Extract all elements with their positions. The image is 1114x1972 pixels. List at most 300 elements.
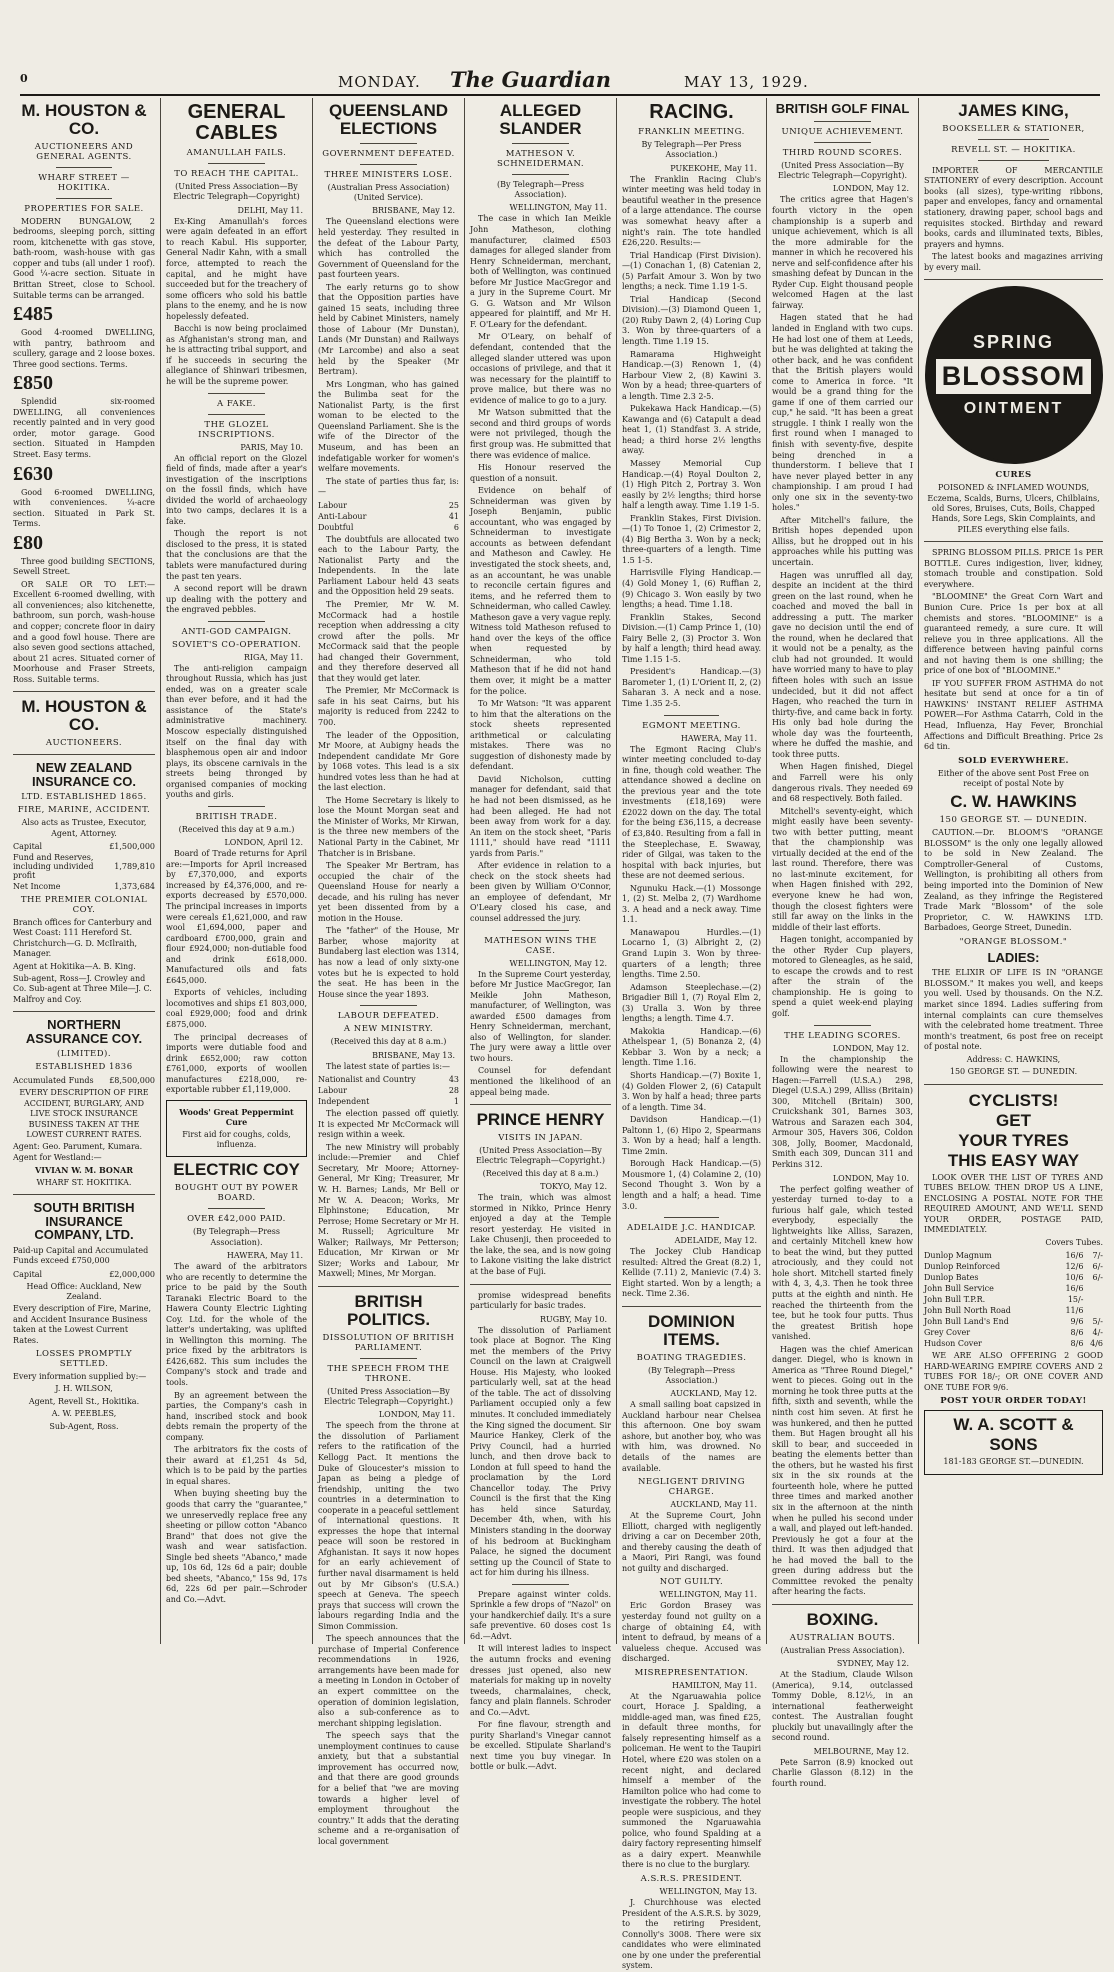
race-result: Adamson Steeplechase.—(2) Brigadier Bill 1, (7) Royal Elm 2, (3) Uralla 3. Won by three lengths; a length. Time 4.7. bbox=[622, 982, 761, 1024]
article-paragraph: The principal decreases of imports were dutiable food and drink £652,000; raw cotton £761,000, exports of woollen manufactures £218,000, re-exportable rubber £1,119,000. bbox=[166, 1032, 307, 1095]
credit-line: (United Press Association—By Electric Telegraph—Copyright.) bbox=[475, 1145, 606, 1166]
ad-houston-address: WHARF STREET — HOKITIKA. bbox=[38, 172, 130, 193]
ad-northern-desc: EVERY DESCRIPTION OF FIRE ACCIDENT, BURGLARY, AND LIVE STOCK INSURANCE BUSINESS TAKEN AT THE LOWEST CURRENT RATES. bbox=[19, 1088, 149, 1139]
credit-line: By Telegraph—Per Press Association.) bbox=[641, 140, 742, 160]
ad-sbi-desc: Every description of Fire, Marine, and Accident Insurance Business taken at the Lowest Current Rates. bbox=[13, 1304, 152, 1345]
ad-orange-blossom: "ORANGE BLOSSOM." bbox=[959, 936, 1068, 947]
article-paragraph: A small sailing boat capsized in Auckland harbour near Chelsea this afternoon. One boy swam ashore, but another boy, who was with him, was drowned. No details of the names are available. bbox=[622, 1400, 761, 1473]
tyre-tube-price bbox=[1083, 1283, 1103, 1294]
figure-value: £1,500,000 bbox=[109, 842, 155, 852]
divider bbox=[924, 541, 1103, 542]
race-result: Shorts Handicap.—(7) Boxite 1, (4) Golden Flower 2, (6) Catapult 3. Won by half a head; three parts of a length. Time 34. bbox=[622, 1070, 761, 1112]
credit-line: (Received this day at 9 a.m.) bbox=[178, 824, 295, 834]
article-paragraph: Hagen was unruffled all day, despite an incident at the third green on the last round, when he coached and moved the ball in addressing a putt. The marker gave no decision until the end of the round, when he declared that it would not be a penalty, as the club had not grounded. It would have worried many to have to play fifteen holes with such an issue undecided, but it did not affect Hagen, who reached the turn in thirty-five, and came back in forty. His only bad hole during the whole day was the fourteenth, where he duffed the mashie, and took three putts. bbox=[772, 570, 913, 759]
tyre-row bbox=[924, 1294, 1103, 1305]
subhead: MATHESON V. SCHNEIDERMAN. bbox=[496, 148, 585, 169]
subhead: THIRD ROUND SCORES. bbox=[782, 147, 903, 158]
tyre-tube-price: 6/- bbox=[1092, 1262, 1103, 1272]
divider bbox=[208, 163, 264, 164]
subhead: A FAKE. bbox=[217, 398, 256, 409]
article-paragraph: The election passed off quietly. It is expected Mr McCormack will resign within a week. bbox=[318, 1109, 459, 1140]
divider bbox=[512, 930, 568, 931]
ad-sbi-paid: Paid-up Capital and Accumulated Funds exceed £750,000 bbox=[13, 1245, 149, 1266]
article-paragraph: Evidence on behalf of Schneiderman was given by Joseph Benjamin, public accountant, who was engaged by Schneiderman to investigate accounts as between defendant and Matheson and Cawley. He investigated the stock sheets, and, as an accountant, he was unable to reconcile certain figures and items, and he referred them to Schneiderman, who called Cawley. Matheson gave a very vague reply. Witness told Matheson refused to hand over the keys of the office when requested by Schneiderman, who told Matheson that if he did not hand them over, it might be a matter for the police. bbox=[470, 486, 611, 696]
ad-cyclists-tyres: YOUR TYRES bbox=[958, 1130, 1069, 1150]
party-seats: 1 bbox=[453, 1097, 459, 1107]
dateline: ADELAIDE, May 12. bbox=[674, 1236, 757, 1246]
race-result: The Jockey Club Handicap resulted: Altred the Great (8.2) 1, Kellide (7.11) 2, Manievic (7.4) 3. Eight started. Won by a length; a neck. Time 2.36. bbox=[622, 1247, 761, 1299]
credit-line: (Australian Press Association). bbox=[780, 1645, 905, 1655]
figure-value: 1,373,684 bbox=[114, 882, 155, 892]
credit-line: (Received this day at 8 a.m.) bbox=[482, 1168, 599, 1178]
figure-label: Net Income bbox=[13, 882, 61, 892]
divider bbox=[924, 1084, 1103, 1085]
dateline: WELLINGTON, May 12. bbox=[509, 958, 607, 968]
divider bbox=[13, 754, 155, 755]
ad-james-king-text: IMPORTER OF MERCANTILE STATIONERY of every description. Account books (all sizes), type-writing ribbons, paper and envelopes, fancy and ornamental stationery, drawing paper, school bags and requisites stocked. Birthday and reward books, cards and illuminated texts, Bibles, prayers and hymns. bbox=[924, 165, 1103, 249]
article-paragraph: The leader of the Opposition, Mr Moore, at Aubigny heads the Independent candidate Mr Gore by 1068 votes. This lead is a six hundred votes less than he had at the last election. bbox=[318, 730, 459, 793]
article-paragraph: The speech announces that the purchase of Imperial Conference recommendations in 1926, arrangements have been made for a meeting in London in October of an expert committee on the operation of dominion legislation, also a sub-conference as to merchant shipping legislation. bbox=[318, 1634, 459, 1728]
subhead: EGMONT MEETING. bbox=[642, 720, 741, 731]
dateline: LONDON, April 12. bbox=[224, 838, 303, 848]
divider bbox=[360, 164, 416, 165]
divider bbox=[208, 806, 264, 807]
party-seats: 25 bbox=[448, 500, 459, 510]
ad-cyclists-get: GET bbox=[996, 1110, 1031, 1130]
article-paragraph: A second report will be drawn up dealing with the pottery and the engraved pebbles. bbox=[166, 584, 307, 615]
divider bbox=[512, 1584, 568, 1585]
ad-peppermint bbox=[166, 1100, 307, 1158]
tyre-row bbox=[924, 1283, 1103, 1294]
tyre-row bbox=[924, 1305, 1103, 1316]
article-paragraph: The Home Secretary is likely to lose the Mount Morgan seat and the Minister of Works, Mr Kirwan, is the three new members of the National Party in the Cabinet, Mr Thatcher is in Brisbane. bbox=[318, 795, 459, 858]
headline: BRITISH POLITICS. bbox=[346, 1291, 431, 1329]
party-state-table-2 bbox=[318, 1074, 459, 1107]
ad-peppermint-title: Woods' Great Peppermint Cure bbox=[179, 1106, 294, 1128]
tyre-name: Dunlop Magnum bbox=[924, 1251, 992, 1261]
dateline: AUCKLAND, May 12. bbox=[670, 1389, 757, 1399]
dateline: RUGBY, May 10. bbox=[540, 1314, 607, 1324]
divider bbox=[56, 198, 113, 199]
article-paragraph: The Franklin Racing Club's winter meeting was held today in beautiful weather in the presence of a large attendance. The course was somewhat heavy after a night's rain. The tote handled £26,220. Results:— bbox=[622, 174, 761, 248]
article-paragraph: Hagen stated that he had landed in England with two cups. He had lost one of them at Leeds, but he was delighted at taking the other back, and he was confident that the British players would come to America in force. "It would be a grand thing for the game if one of them carried our cup," he said. "It has been a great struggle. I think I really won the first round when I managed to finish with seventy-five, despite being drenched in a thunderstorm. I believe that I have never played better in any championship. I am proud I had only one six in the seventy-two holes." bbox=[772, 313, 913, 513]
ad-caution: CAUTION.—Dr. BLOOM'S "ORANGE BLOSSOM" is the only one legally allowed to be sold in New Zealand. The Comptroller-General of Customs, Wellington, is prohibiting all others from being imported into the Dominion of New Zealand, as they infringe the Registered Trade Mark "Blossom" of the sole Proprietor, C. W. HAWKINS LTD. Barbadoes, George Street, Dunedin. bbox=[924, 828, 1103, 933]
ad-sbi-info: Every information supplied by:— bbox=[13, 1372, 147, 1381]
subhead: ANTI-GOD CAMPAIGN. bbox=[181, 626, 292, 637]
race-result: Massey Memorial Cup Handicap.—(4) Royal Doulton 2, (1) High Pitch 2, Portray 3. Won easily by 2½ lengths; third horse half a length away. Time 1.19 1-5. bbox=[622, 459, 761, 511]
divider bbox=[208, 393, 264, 394]
ad-peppermint-text: First aid for coughs, colds, influenza. bbox=[182, 1129, 291, 1149]
article-paragraph: The latest state of parties is:— bbox=[326, 1061, 451, 1071]
figure-value: £2,000,000 bbox=[109, 1269, 155, 1279]
divider bbox=[56, 167, 113, 168]
subhead: THREE MINISTERS LOSE. bbox=[324, 169, 453, 180]
divider bbox=[512, 143, 568, 144]
logo-text: OINTMENT bbox=[963, 400, 1064, 418]
article-paragraph: promise widespread benefits particularly for basic trades. bbox=[470, 1290, 611, 1311]
tyre-tube-price: 6/- bbox=[1092, 1273, 1103, 1283]
ad-nzi-agent: Agent at Hokitika—A. B. King. bbox=[13, 961, 136, 971]
figure-label: Accumulated Funds bbox=[13, 1076, 94, 1086]
race-result: Manawapou Hurdles.—(1) Locarno 1, (3) Albright 2, (2) Grand Lupin 3. Won by three-quarters of a length; three lengths. Time 2.50. bbox=[622, 927, 761, 980]
ad-northern-est: ESTABLISHED 1836 bbox=[35, 1062, 133, 1073]
headline: DOMINION ITEMS. bbox=[648, 1311, 735, 1349]
ad-tyre-offer: WE ARE ALSO OFFERING 2 GOOD HARD-WEARING EMPIRE COVERS AND 2 TUBES FOR 18/-; OR ONE COVER AND ONE TUBE FOR 9/6. bbox=[924, 1351, 1103, 1392]
article-paragraph: David Nicholson, cutting manager for defendant, said that he had not been dismissed, as he had been alleged. He had not been away from work for a day. An item on the stock sheet, "Paris 1111," should have read "1111 yards from Paris." bbox=[470, 774, 611, 858]
article-paragraph: The new Ministry will probably include:—Premier and Chief Secretary, Mr Moore; Attorney-General, Mr King; Treasurer, Mr W. H. Barnes; Lands, Mr Bell or Mr W. A. Deacon; Works, Mr Elphinstone; Education, Mr Perrose; Home Secretary or Mr H. M. Russell; Agriculture Mr Walker; Railways, Mr Petterson; Education, Mr Kirwan or Mr Sizer; Works and Labour, Mr Maxwell; Mines, Mr Morgan. bbox=[318, 1142, 459, 1279]
ad-nzi-title: NEW ZEALAND INSURANCE CO. bbox=[31, 759, 136, 789]
article-paragraph: The award of the arbitrators who are recently to determine the price to be paid by the South Taranaki Electric Board to the Hawera County Electric Lighting Coy. Ltd. for the whole of the latter's undertaking, was uplifted in Wellington this morning. The price fixed by the arbitrators is £426,682. This sum includes the Company's stock and trade and tools. bbox=[166, 1262, 307, 1388]
article-paragraph: Though the report is not disclosed to the press, it is stated that the conclusions are that the tablets were manufactured during the past ten years. bbox=[166, 529, 307, 581]
ad-nzi-colonial: THE PREMIER COLONIAL COY. bbox=[20, 895, 148, 916]
masthead-date: MAY 13, 1929. bbox=[684, 73, 809, 91]
credit-line: (United Press Association—By Electric Telegraph—Copyright) bbox=[173, 182, 300, 202]
article-paragraph: The speech says that the unemployment continues to cause anxiety, but that a substantial improvement has occurred now, and that there are good grounds for a belief that "we are moving towards a higher level of employment throughout the country." It adds that the derating scheme and a re-organisation of local government bbox=[318, 1731, 459, 1846]
ad-sbi-title: SOUTH BRITISH INSURANCE COMPANY, LTD. bbox=[33, 1199, 135, 1243]
ad-address: Address: C. HAWKINS, bbox=[966, 1054, 1061, 1064]
ad-pills: SPRING BLOSSOM PILLS. PRICE 1s PER BOTTLE. Cures indigestion, liver, kidney, stomach trouble and constipation. Sold everywhere. bbox=[924, 548, 1103, 589]
credit-line: (Australian Press Association) (United Service). bbox=[327, 182, 450, 203]
race-result: Makokia Handicap.—(6) Athelspear 1, (5) Bonanza 2, (4) Kebbar 3. Won by a neck; a length. Time 1.16. bbox=[622, 1026, 761, 1068]
article-paragraph: Bacchi is now being proclaimed as Afghanistan's strong man, and he is attracting tribal support, and if he succeeds in securing the allegiance of Shinwari tribesmen, he will be the supreme power. bbox=[166, 324, 307, 386]
divider bbox=[360, 1358, 416, 1359]
divider bbox=[814, 1025, 870, 1026]
divider bbox=[772, 1604, 913, 1605]
dateline: MELBOURNE, May 12. bbox=[813, 1746, 909, 1756]
party-label: Labour bbox=[318, 1086, 347, 1096]
column-alleged-slander bbox=[464, 98, 616, 1772]
ad-houston2-title: M. HOUSTON & CO. bbox=[21, 697, 147, 735]
article-paragraph: The critics agree that Hagen's fourth victory in the open championship is a superb and unique achievement, which is all the more admirable for the manner in which he recovered his nerve and self-confidence after his smashing defeat by Duncan in the Ryder Cup. Eight thousand people welcomed Hagen at the last fairway. bbox=[772, 195, 913, 310]
party-label: Anti-Labour bbox=[318, 511, 367, 521]
spring-blossom-ointment-logo bbox=[925, 286, 1103, 464]
divider bbox=[512, 174, 568, 175]
race-result: Ngunuku Hack.—(1) Mossonge 1, (2) St. Melba 2, (7) Wardhome 3. A head and a neck away. Time 1.1. bbox=[622, 883, 761, 925]
ad-james-king-text: The latest books and magazines arriving by every mail. bbox=[924, 252, 1103, 272]
article-paragraph: To Mr Watson: "It was apparent to him that the alterations on the stock sheets represented arithmetical or calculating mistakes. There was no suggestion of dishonesty made by defendant. bbox=[470, 699, 611, 772]
ad-cyclists-way: THIS EASY WAY bbox=[947, 1150, 1080, 1170]
subhead: GOVERNMENT DEFEATED. bbox=[322, 148, 455, 159]
article-paragraph: The perfect golfing weather of yesterday turned to-day to a furious half gale, which tested everybody, especially the lightweights like Alliss, Sarazen, and certainly Mitchell knew how to beat the wind, but they putted atrociously, and they could not hole short. Mitchell started finely with 4, 3, 4,3. Then he took three putts at the eighth and ninth. He reached the thirteenth from the tee, but he took four putts. Thus the greatest British hope vanished. bbox=[772, 1184, 913, 1342]
tyre-tube-price bbox=[1083, 1294, 1103, 1305]
ad-cures: CURES bbox=[995, 470, 1032, 481]
article-paragraph: The Egmont Racing Club's winter meeting concluded to-day in fine, though cold weather. The attendance showed a decline on the previous year and the tote investments (£18,169) were £2022 down on the day. The total for the being £36,115, a decrease of £3,840. Resulting from a fall in the Steeplechase, E. Swaway, rider of Gilgai, was taken to the hospital with back injuries, but these are not deemed serious. bbox=[622, 744, 761, 881]
article-paragraph: The speech from the throne at the dissolution of Parliament refers to the ratification of the Kellogg Pact. It mentions the Duke of Gloucester's mission to Japan as being a pledge of friendship, uniting the two countries in a determination to cooperate in a peaceful settlement of international questions. It expresses the hope that internal peace will soon be restored in Afghanistan. It says it now hopes for an early achievement of further naval disarmament is held out by Mr Gibson's (U.S.A.) speech at Geneva. The speech prays that success will crown the labours regarding India and the Simon Commission. bbox=[318, 1421, 459, 1631]
credit-line: (United Press Association—By Electric Telegraph—Copyright.) bbox=[323, 1386, 454, 1406]
credit-line: (By Telegraph—Press Association). bbox=[497, 179, 584, 200]
ad-james-king-address: REVELL ST. — HOKITIKA. bbox=[951, 144, 1076, 155]
party-label: Independent bbox=[318, 1097, 370, 1107]
ad-northern-bonar-addr: WHARF ST. HOKITIKA. bbox=[36, 1177, 132, 1187]
ad-cyclists: CYCLISTS! bbox=[968, 1090, 1059, 1110]
logo-text: SPRING bbox=[972, 332, 1054, 353]
ad-nzi-sub: LTD. ESTABLISHED 1865. bbox=[21, 792, 147, 803]
advertisement-paragraph: For fine flavour, strength and purity Sharland's Vinegar cannot be excelled. Stipulate Sharland's next time you buy vinegar. In bottle or bulk.—Advt. bbox=[470, 1720, 611, 1772]
ad-property-3: Splendid six-roomed DWELLING, all conveniences recently painted and in very good order, motor garage. Good section. Situated in Hampden Street. Easy terms. bbox=[13, 397, 155, 459]
race-result: Pukekawa Hack Handicap.—(5) Kawanga and (6) Catapult a dead heat 1, (1) Standfast 3. A stride, head; a third horse 2½ lengths away. bbox=[622, 404, 761, 456]
article-paragraph: J. Churchhouse was elected President of the A.S.R.S. by 3029, to the retiring President, Connolly's 3008. There were six candidates who were eliminated one by one under the preferential system. bbox=[622, 1897, 761, 1971]
tyre-price-table bbox=[924, 1250, 1103, 1349]
headline: BRITISH GOLF FINAL bbox=[775, 101, 910, 116]
price-label: £80 bbox=[13, 531, 43, 554]
party-label: Labour bbox=[318, 500, 347, 510]
article-paragraph: At the Supreme Court, John Elliott, charged with negligently driving a car on December 20th, and thereby causing the death of a Maori, Piri Rangi, was found not guilty and discharged. bbox=[622, 1511, 761, 1573]
logo-text: BLOSSOM bbox=[936, 359, 1092, 394]
credit-line: (By Telegraph—Press Association). bbox=[193, 1227, 280, 1247]
tyre-name: Dunlop Reinforced bbox=[924, 1262, 1001, 1272]
ad-sbi-office: Head Office: Auckland, New Zealand. bbox=[26, 1281, 142, 1302]
ad-northern-bonar: VIVIAN W. M. BONAR bbox=[35, 1165, 133, 1176]
subhead: BOATING TRAGEDIES. bbox=[636, 1352, 747, 1363]
northern-figures bbox=[13, 1075, 155, 1086]
tyre-cover-price: 16/6 bbox=[1065, 1251, 1084, 1261]
credit-line: (By Telegraph—Press Association.) bbox=[648, 1365, 735, 1385]
tyre-row bbox=[924, 1316, 1103, 1327]
dateline: BRISBANE, May 13. bbox=[372, 1050, 455, 1060]
article-paragraph: The doubtfuls are allocated two each to the Labour Party, the Nationalist Party and the Independents. In the late Parliament Labour held 43 seats and the Opposition held 29 seats. bbox=[318, 534, 459, 597]
tyre-cover-price: 10/6 bbox=[1065, 1273, 1084, 1283]
subhead: FRANKLIN MEETING. bbox=[638, 127, 745, 137]
ad-sbi-peebles: A. W. PEEBLES, bbox=[51, 1409, 117, 1419]
subhead: MATHESON WINS THE CASE. bbox=[484, 935, 597, 956]
subhead: LABOUR DEFEATED. bbox=[337, 1011, 440, 1022]
article-paragraph: The state of parties thus far, is:— bbox=[318, 476, 459, 497]
ad-property-1: MODERN BUNGALOW, 2 bedrooms, sleeping porch, sitting room, kitchenette with gas stove, bath-room, wash-house with gas copper and tubs (all under 1 roof). Good ¼-acre section. Situate in Brittan Street, close to School. Suitable terms can be arranged. bbox=[13, 216, 155, 300]
article-paragraph: The anti-religion campaign throughout Russia, which has just ended, was on a greater scale than ever before, and it had the assistance of the State's administrative machinery. Moscow especially distinguished itself on the final day with blasphemous open air and indoor plays, its obscene carnivals in the streets being thronged by organised companies of mocking youths and girls. bbox=[166, 663, 307, 800]
article-paragraph: The Premier, Mr W. M. McCormack had a hostile reception when addressing a city crowd after the polls. Mr McCormack said that the people had changed their Government, and they therefore deserved all that they would get later. bbox=[318, 599, 459, 683]
tyre-cover-price: 11/6 bbox=[1065, 1306, 1084, 1316]
article-paragraph: The Speaker Mr Bertram, has occupied the chair of the Queensland House for nearly a decade, and his ruling has never yet been dissented from by a motion in the House. bbox=[318, 861, 459, 923]
column-racing bbox=[616, 98, 766, 1971]
dateline: WELLINGTON, May 11. bbox=[659, 1590, 757, 1600]
divider bbox=[13, 1194, 155, 1195]
ad-nzi-line2: Also acts as Trustee, Executor, Agent, Attorney. bbox=[21, 818, 147, 838]
dateline: HAWERA, May 11. bbox=[226, 1251, 303, 1260]
dateline: DELHI, May 11. bbox=[237, 205, 303, 215]
subhead: BRITISH TRADE. bbox=[195, 811, 278, 822]
subhead: A.S.R.S. PRESIDENT. bbox=[640, 1873, 743, 1884]
party-label: Doubtful bbox=[318, 522, 354, 532]
party-state-table bbox=[318, 500, 459, 533]
ad-cures-text: POISONED & INFLAMED WOUNDS, Eczema, Scalds, Burns, Ulcers, Chilblains, old Sores, Bruises, Cuts, Boils, Chapped Hands, Sore Legs, Skin Complaints, and PILES everything else fails. bbox=[927, 483, 1100, 534]
divider bbox=[13, 691, 155, 692]
figure-label: Capital bbox=[13, 1269, 43, 1279]
tyre-row bbox=[924, 1261, 1103, 1272]
article-paragraph: At the Stadium, Claude Wilson (America), 9.14, outclassed Tommy Doble, 8.12½, in an international featherweight contest. The Australian fought pluckily but unavailingly after the second round. bbox=[772, 1670, 913, 1743]
subhead: SOVIET'S CO-OPERATION. bbox=[171, 639, 302, 650]
race-result: President's Handicap.—(3) Barometer 1, (1) L'Orient II, 2, (2) Saharan 3. A neck and a nose. Time 1.35 2-5. bbox=[622, 667, 761, 709]
subhead: NEGLIGENT DRIVING CHARGE. bbox=[637, 1477, 746, 1498]
divider bbox=[208, 414, 264, 415]
ad-houston-title: M. HOUSTON & CO. bbox=[21, 101, 147, 138]
tyre-cover-price: 9/6 bbox=[1070, 1317, 1084, 1327]
ad-northern-agent: Agent: Geo. Parument, Kumara. Agent for Westland:— bbox=[13, 1142, 143, 1162]
headline: RACING. bbox=[649, 101, 734, 123]
tyre-name: John Bull Service bbox=[924, 1284, 994, 1294]
party-seats: 6 bbox=[453, 522, 459, 532]
article-paragraph: Ex-King Amanullah's forces were again defeated in an effort to reach Kabul. His supporter, General Nadir Kahn, with a small force, attempted to reach the capital, and he might have succeeded but for the treachery of some officers who sold his battle plans to the enemy, and he is now hopelessly defeated. bbox=[166, 216, 307, 321]
article-paragraph: After Mitchell's failure, the British hopes depended upon Alliss, but he dropped out in his approaches while his putting was uncertain. bbox=[772, 515, 913, 568]
figure-label: Capital bbox=[13, 842, 43, 852]
advertisement-paragraph: It will interest ladies to inspect the autumn frocks and evening dresses just opened, also new materials for making up in novelty tweeds, charmalaines, check, fancy and plain flannels. Schroder and Co.—Advt. bbox=[470, 1644, 611, 1717]
divider bbox=[978, 160, 1050, 161]
ad-property-4: Good 6-roomed DWELLING, with conveniences. ¼-acre section. Situated in Park St. Terms. bbox=[13, 487, 155, 529]
ad-scott-address: 181-183 GEORGE ST.—DUNEDIN. bbox=[943, 1457, 1084, 1467]
tyre-cover-price: 8/6 bbox=[1070, 1328, 1084, 1338]
ad-sold: SOLD EVERYWHERE. bbox=[958, 755, 1069, 766]
race-result: Borough Hack Handicap.—(5) Mousmore 1, (4) Colamine 2, (10) Second Thought 3. Won by a length and a half; a head. Time 3.0. bbox=[622, 1159, 761, 1211]
article-paragraph: The arbitrators fix the costs of their award at £1,251 4s 5d, which is to be paid by the parties in equal shares. bbox=[166, 1445, 307, 1486]
tyre-row bbox=[924, 1338, 1103, 1349]
figure-value: £8,500,000 bbox=[109, 1076, 155, 1086]
tyre-cover-price: 16/6 bbox=[1065, 1284, 1084, 1294]
ad-hawkins: C. W. HAWKINS bbox=[950, 792, 1077, 812]
race-result: Trial Handicap (Second Division).—(3) Diamond Queen 1, (20) Ruby Dawn 2, (4) Loring Cup 3. Won by three-quarters of a length. Time 1.19 15. bbox=[622, 294, 761, 346]
advertisement-paragraph: Prepare against winter colds. Sprinkle a few drops of "Nazol" on your handkerchief daily. It's a sure safe preventive. 60 doses cost 1s 6d.—Advt. bbox=[470, 1589, 611, 1641]
column-british-golf bbox=[766, 98, 918, 1789]
article-paragraph: When Hagen finished, Diegel and Farrell were his only dangerous rivals. They needed 69 and 68 respectively. Both failed. bbox=[772, 762, 913, 804]
tyre-name: Dunlop Bates bbox=[924, 1273, 979, 1283]
page-number: 0 bbox=[20, 72, 28, 85]
divider bbox=[470, 1284, 611, 1285]
ad-hawkins-address: 150 GEORGE ST. — DUNEDIN. bbox=[939, 815, 1088, 826]
dateline: BRISBANE, May 12. bbox=[372, 206, 455, 216]
ad-james-king-sub: BOOKSELLER & STATIONER, bbox=[942, 123, 1085, 134]
dateline: RIGA, May 11. bbox=[243, 652, 303, 662]
subhead: VISITS IN JAPAN. bbox=[498, 1132, 583, 1143]
subhead: A NEW MINISTRY. bbox=[343, 1024, 434, 1035]
tyre-row bbox=[924, 1250, 1103, 1261]
headline: ALLEGED SLANDER bbox=[499, 101, 582, 138]
dateline: LONDON, May 11. bbox=[378, 1410, 455, 1420]
party-label: Nationalist and Country bbox=[318, 1075, 416, 1085]
dateline: PARIS, May 10. bbox=[240, 442, 303, 452]
article-paragraph: The train, which was almost stormed in Nikko, Prince Henry enjoyed a day at the Temple resort yesterday. He visited in Lake Chusenji, then proceeded to the lake, the sea, and is now going to Lakone visiting the lake district at the base of Fuji. bbox=[470, 1193, 611, 1276]
figure-value: 1,789,810 bbox=[114, 862, 155, 872]
divider bbox=[360, 1005, 416, 1006]
ad-post-free: Either of the above sent Post Free on receipt of postal Note by bbox=[937, 768, 1090, 789]
price-label: £850 bbox=[13, 372, 53, 395]
race-result: Harrisville Flying Handicap.—(4) Gold Money 1, (6) Ruffian 2, (9) Chicago 3. Won easily by two lengths; a head. Time 1.18. bbox=[622, 568, 761, 610]
ad-tyres-text: LOOK OVER THE LIST OF TYRES AND TUBES BELOW. THEN DROP US A LINE, ENCLOSING A POSTAL NOTE FOR THE REQUIRED AMOUNT, AND WE'LL SEND YOUR ORDER, POSTAGE PAID, IMMEDIATELY. bbox=[924, 1172, 1103, 1235]
article-paragraph: The dissolution of Parliament took place at Bognor. The King met the members of the Privy Council on the lawn at Craigwell House. His Majesty, who looked particularly well, sat at the head of the table. The act of dissolving Parliament occupied only a few minutes. It concluded immediately the King signed the document. Sir Maurice Hankey, Clerk of the Privy Council, had a hurried lunch, and then drove back to London at full speed to hand the proclamation by the Lord Chancellor today. The Privy Council is the first that the King has held since Saturday, December 4th, when, with his Ministers standing in the doorway of his bedroom at Buckingham Palace, he signed the document setting up the Council of State to act for him during his illness. bbox=[470, 1325, 611, 1578]
divider bbox=[622, 1306, 761, 1307]
credit-line: (Received this day at 8 a.m.) bbox=[330, 1037, 447, 1047]
race-result: Franklin Stakes, First Division.—(1) To Tonoe 1, (2) Crimestor 2, (4) Big Bertha 3. Won by a neck; three-quarters of a length. Time 1.5 1-5. bbox=[622, 513, 761, 565]
dateline: WELLINGTON, May 13. bbox=[659, 1886, 757, 1896]
tyre-name: Hudson Cover bbox=[924, 1339, 982, 1349]
column-general-cables bbox=[160, 98, 312, 1644]
article-paragraph: Mr Watson submitted that the second and third groups of words were not privileged, though the first group was. He submitted that there was evidence of malice. bbox=[470, 408, 611, 460]
price-label: £485 bbox=[13, 303, 53, 326]
party-seats: 41 bbox=[448, 511, 459, 521]
columns bbox=[8, 98, 1108, 1971]
tyre-tube-price bbox=[1083, 1305, 1103, 1316]
headline: ELECTRIC COY bbox=[173, 1160, 300, 1180]
dateline: LONDON, May 12. bbox=[832, 1043, 909, 1053]
subhead: ADELAIDE J.C. HANDICAP. bbox=[626, 1223, 757, 1234]
headline: BOXING. bbox=[806, 1609, 879, 1629]
article-paragraph: Mitchell's seventy-eight, which might easily have been seventy-two with better putting, meant that the championship was virtually decided at the end of the last round. Therefore, there was no last-minute excitement, for when Hagen finished with 292, everyone knew he had won, though the closest fighters were still far away on the links in the middle of their last efforts. bbox=[772, 806, 913, 932]
subhead: THE LEADING SCORES. bbox=[784, 1030, 901, 1041]
article-paragraph: Hagen tonight, accompanied by the other Ryder Cup players, motored to Gleneagles, as he said, to escape the crowds and to rest after the strain of the championship. He is going to spend a quiet week-end playing golf. bbox=[772, 935, 913, 1018]
divider bbox=[664, 715, 720, 716]
ad-nzi-branch: Branch offices for Canterbury and West Coast: 111 Hereford St. Christchurch—G. D. McIlraith, Manager. bbox=[13, 918, 152, 959]
tyre-name: Grey Cover bbox=[924, 1328, 971, 1338]
ad-houston-sale: PROPERTIES FOR SALE. bbox=[24, 203, 144, 214]
column-advertisements-right bbox=[918, 98, 1108, 1644]
race-result: Trial Handicap (First Division).—(1) Conachan 1, (8) Catenian 2, (5) Parfait Amour 3. Won by two lengths; a neck. Time 1.19 1-5. bbox=[622, 250, 761, 292]
dateline: HAMILTON, May 11. bbox=[672, 1680, 757, 1690]
subhead: TO REACH THE CAPITAL. bbox=[174, 169, 299, 179]
ad-houston-sub: AUCTIONEERS AND GENERAL AGENTS. bbox=[34, 141, 134, 162]
dateline: LONDON, May 10. bbox=[832, 1173, 909, 1183]
article-paragraph: By an agreement between the parties, the Company's cash in hand, inscribed stock and book debts remain the property of the company. bbox=[166, 1390, 307, 1442]
article-paragraph: After evidence in relation to a check on the stock sheets had been given by William O'Connor, an employee of defendant, Mr O'Leary closed his case, and counsel addressed the jury. bbox=[470, 861, 611, 924]
ad-james-king-title: JAMES KING, bbox=[958, 101, 1069, 120]
masthead-day: MONDAY. bbox=[338, 73, 421, 91]
dateline: LONDON, May 12. bbox=[832, 184, 909, 194]
sbi-figures bbox=[13, 1269, 155, 1280]
article-paragraph: In the championship the following were the nearest to Hagen:—Farrell (U.S.A.) 298, Diegel (U.S.A.) 299, Alliss (Britain) 300, Mitchell (Britain) 300, Cruickshank 301, Barnes 303, Watrous and Sarazen each 304, Armour 305, Havers 306, Coldon 308, Jolly, Boomer, Macdonald, Smith each 309, Duncan 311 and Perkins 312. bbox=[772, 1054, 913, 1169]
ad-property-5: Three good building SECTIONS, Sewell Street. bbox=[13, 556, 155, 577]
dateline: WELLINGTON, May 11. bbox=[509, 203, 607, 213]
divider bbox=[318, 1286, 459, 1287]
divider bbox=[208, 1208, 264, 1209]
divider bbox=[664, 1217, 720, 1218]
article-paragraph: Pete Sarron (8.9) knocked out Charlie Glasson (8.12) in the fourth round. bbox=[772, 1757, 913, 1789]
ad-northern-title: NORTHERN ASSURANCE COY. bbox=[25, 1017, 143, 1046]
article-paragraph: Hagen was the chief American danger. Diegel, who is known in America as "Three Round Diegel," went to pieces. Going out in the morning he took three putts at the fifth, sixth and seventh, while the ninth cost him seven. At first he was hunkered, and then he putted them. But Hagen brought all his skill to bear, and succeeded in beating the elements better than the others, but he wasted his first six in the six rounds at the fourteenth hole, where he putted three times and marked another six in the afternoon at the ninth when he pulled his second under a wall, and played out left-handed. Previously he got a four at the third. It was then adjudged that he had moved the ball to the green during address but the Committee revoked the penalty after hearing the facts. bbox=[772, 1344, 913, 1597]
ad-sbi-peebles-role: Sub-Agent, Ross. bbox=[49, 1421, 119, 1431]
article-paragraph: Mrs Longman, who has gained the Bulimba seat for the Nationalist Party, is the first woman to be elected to the Queensland Parliament. She is the wife of the Director of the Museum, and has been an indefatigable worker for women's welfare movements. bbox=[318, 379, 459, 474]
ad-asthma: IF YOU SUFFER FROM ASTHMA do not hesitate but send at once for a tin of HAWKINS' INSTANT RELIEF ASTHMA POWER—For Asthma Catarrh, Cold in the Head, Influenza, Hay Fever, Bronchial Affections and Difficult Breathing. Price 2s 6d tin. bbox=[924, 678, 1103, 752]
ad-sbi-wilson: J. H. WILSON, bbox=[55, 1384, 113, 1394]
article-paragraph: The case in which Ian Meikle John Matheson, clothing manufacturer, claimed £503 damages for alleged slander from Henry Schneiderman, merchant, both of Wellington, was continued before Mr Justice MacGregor and a jury in the Supreme Court. Mr G. G. Watson and Mr Wilson appeared for plaintiff, and Mr H. F. O'Leary for the defendant. bbox=[470, 214, 611, 329]
article-paragraph: At the Ngaruawahia police court, Horace J. Spalding, a middle-aged man, was fined £25, in default three months, for falsely representing himself as a policeman. He went to the Taupiri Hotel, where £20 was stolen on a recent night, and declared himself a member of the Hamilton police who had come to investigate the robbery. The hotel people were suspicious, and they summoned the Ngaruawahia police, who found Spalding at a dairy factory representing himself as a dairy expert. Meanwhile there is no clue to the burglary. bbox=[622, 1691, 761, 1870]
nzi-figures bbox=[13, 841, 155, 892]
divider bbox=[13, 1011, 155, 1012]
divider bbox=[814, 121, 870, 122]
dateline: SYDNEY, May 12. bbox=[836, 1659, 909, 1669]
headline: QUEENSLAND ELECTIONS bbox=[328, 101, 448, 138]
article-paragraph: Eric Gordon Brasey was yesterday found not guilty on a charge of obtaining £4, with intent to defraud, by means of a valueless cheque. Accused was discharged. bbox=[622, 1601, 761, 1664]
race-result: Davidson Handicap.—(1) Paltonn 1, (6) Hipo 2, Spearmans 3. Won by a head; half a length. Time 2min. bbox=[622, 1115, 761, 1156]
subhead: DISSOLUTION OF BRITISH PARLIAMENT. bbox=[322, 1332, 455, 1353]
article-paragraph: In the Supreme Court yesterday, before Mr Justice MacGregor, Ian Meikle John Matheson, manufacturer, of Wellington, was awarded £500 damages from Henry Schneiderman, merchant, also of Wellington, for slander. The jury were away a little over two hours. bbox=[470, 969, 611, 1063]
ad-nzi-subagent: Sub-agent, Ross—J. Crowley and Co. Sub-agent at Three Mile—J. C. Malfroy and Coy. bbox=[13, 973, 152, 1004]
tyre-row bbox=[924, 1327, 1103, 1338]
headline: PRINCE HENRY bbox=[476, 1110, 605, 1130]
ad-sbi-losses: LOSSES PROMPTLY SETTLED. bbox=[35, 1349, 133, 1369]
tyre-cover-price: 8/6 bbox=[1070, 1339, 1084, 1349]
masthead bbox=[20, 64, 1100, 96]
article-paragraph: The early returns go to show that the Opposition parties have gained 15 seats, including three held by Cabinet Ministers, namely those of Labour (Mr Dunstan), Lands (Mr Dunstan) and Railways (Mr Larcombe) and also a seat held by the Speaker (Mr Bertram). bbox=[318, 282, 459, 377]
dateline: TOKYO, May 12. bbox=[540, 1182, 607, 1192]
ad-ladies-text: THE ELIXIR OF LIFE IS IN "ORANGE BLOSSOM." It makes you well, and keeps you well. Used by thousands. On the N.Z. market since 1894. Ladies suffering from internal complaints can cure themselves with the celebrated home treatment. Three month's treatment, 6s post free on receipt of postal note. bbox=[924, 968, 1103, 1052]
subhead: THE GLOZEL INSCRIPTIONS. bbox=[198, 419, 275, 440]
subhead: THE SPEECH FROM THE THRONE. bbox=[327, 1363, 450, 1384]
subhead: AMANULLAH FAILS. bbox=[186, 148, 287, 158]
tyre-table-header: Covers Tubes. bbox=[1045, 1237, 1103, 1247]
article-paragraph: An official report on the Glozel field of finds, made after a year's investigation of the inscriptions on the fossil finds, which have divided the world of archaeology into two camps, declares it is a fake. bbox=[166, 453, 307, 526]
ad-houston2-sub: AUCTIONEERS. bbox=[45, 737, 123, 748]
ad-bloomine: "BLOOMINE" the Great Corn Wart and Bunion Cure. Price 1s per box at all chemists and stores. "BLOOMINE" is a guaranteed remedy, a sure cure. It will relieve you in three applications. All the difference between having painful corns and not having them is one shilling; the price of one box of "BLOOMINE." bbox=[924, 592, 1103, 676]
divider bbox=[924, 279, 1103, 280]
article-paragraph: His Honour reserved the question of a nonsuit. bbox=[470, 463, 611, 483]
ad-property-6: OR SALE OR TO LET:—Excellent 6-roomed dwelling, with all conveniences; also kitchenette, bathroom, sun porch, wash-house and copper; concrete floor in dairy and a good fowl house. There are also seven good sections attached, about 21 acres. Situated corner of Moorhouse and Fraser Streets, Ross. Suitable terms. bbox=[13, 579, 155, 684]
ad-address-2: 150 GEORGE ST. — DUNEDIN. bbox=[949, 1067, 1078, 1077]
